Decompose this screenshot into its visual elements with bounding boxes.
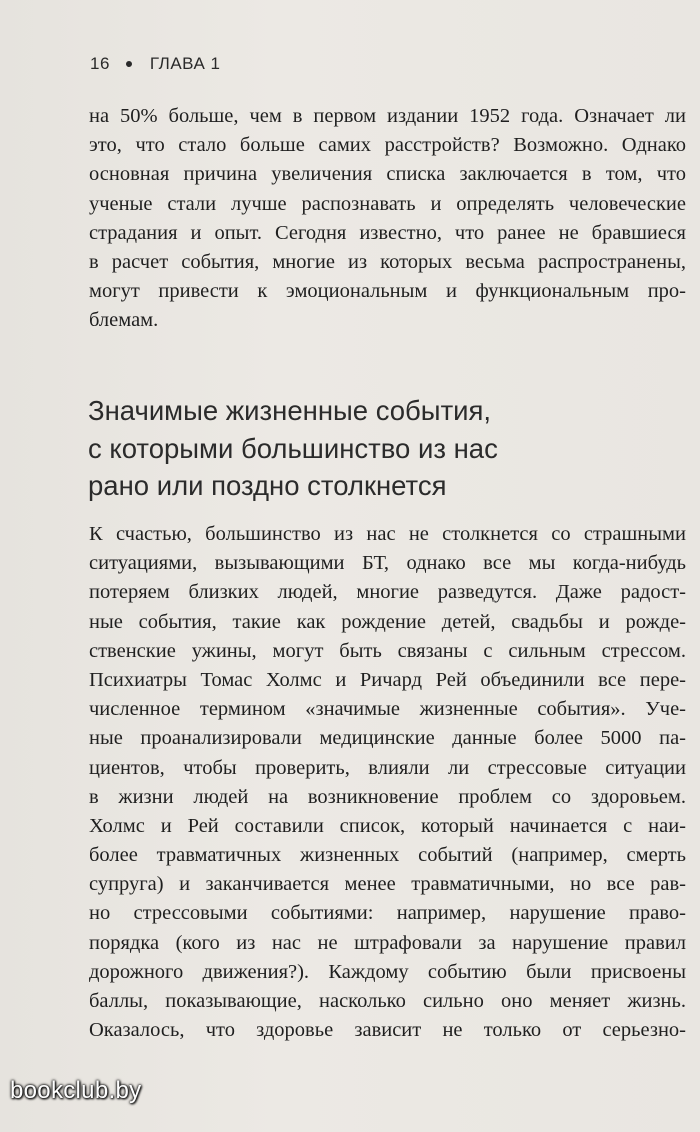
text-line: баллы, показывающие, насколько сильно оно меняет жизнь.: [89, 990, 686, 1012]
text-line: Психиатры Томас Холмс и Ричард Рей объединили все пере-: [89, 668, 686, 691]
text-line: циентов, чтобы проверить, влияли ли стрессовые ситуации: [89, 756, 686, 779]
text-line: на 50% больше, чем в первом издании 1952 года. Означает ли: [89, 105, 686, 127]
text-line: могут привести к эмоциональным и функциональным про-: [89, 280, 686, 303]
text-line: ученые стали лучше распознавать и определять человеческие: [89, 192, 686, 215]
heading-line: Значимые жизненные события,: [88, 395, 492, 426]
text-line: ственские ужины, могут быть связаны с сильным стрессом.: [89, 639, 686, 662]
text-line: супруга) и заканчивается менее травматичными, но все рав-: [89, 873, 686, 896]
chapter-label: ГЛАВА 1: [149, 54, 221, 73]
paragraph-2: [89, 520, 686, 1045]
section-heading: [88, 392, 648, 505]
watermark-logo: bookclub.by: [10, 1077, 142, 1104]
text-line: численное термином «значимые жизненные события». Уче-: [89, 698, 686, 721]
heading-line: рано или поздно столкнется: [88, 470, 447, 501]
text-line: К счастью, большинство из нас не столкнется со страшными: [89, 523, 686, 545]
text-line: но стрессовыми событиями: например, нарушение право-: [89, 902, 686, 925]
page-number: 16: [90, 54, 110, 73]
text-line: ные проанализировали медицинские данные более 5000 па-: [89, 727, 686, 750]
text-line: потеряем близких людей, многие разведутся. Даже радост-: [89, 581, 686, 604]
text-line: блемам.: [89, 309, 159, 332]
text-line: ные события, такие как рождение детей, свадьбы и рожде-: [89, 610, 686, 633]
text-line: порядка (кого из нас не штрафовали за нарушение правил: [89, 931, 686, 954]
text-line: Оказалось, что здоровье зависит не только от серьезно-: [89, 1019, 686, 1042]
text-line: страдания и опыт. Сегодня известно, что ранее не бравшиеся: [89, 221, 686, 244]
text-line: дорожного движения?). Каждому событию были присвоены: [89, 960, 686, 983]
text-line: более травматичных жизненных событий (например, смерть: [89, 844, 686, 867]
bullet-separator-icon: [126, 61, 132, 67]
text-line: основная причина увеличения списка заключается в том, что: [89, 163, 686, 186]
text-line: Холмс и Рей составили список, который начинается с наи-: [89, 814, 686, 837]
text-line: это, что стало больше самих расстройств? Возможно. Однако: [89, 134, 686, 157]
running-header: [90, 54, 220, 74]
paragraph-1: [89, 102, 686, 336]
text-line: ситуациями, вызывающими БТ, однако все мы когда-нибудь: [89, 552, 686, 575]
text-line: в жизни людей на возникновение проблем со здоровьем.: [89, 785, 686, 808]
heading-line: с которыми большинство из нас: [88, 432, 498, 464]
text-line: в расчет события, многие из которых весьма распространены,: [89, 250, 686, 273]
